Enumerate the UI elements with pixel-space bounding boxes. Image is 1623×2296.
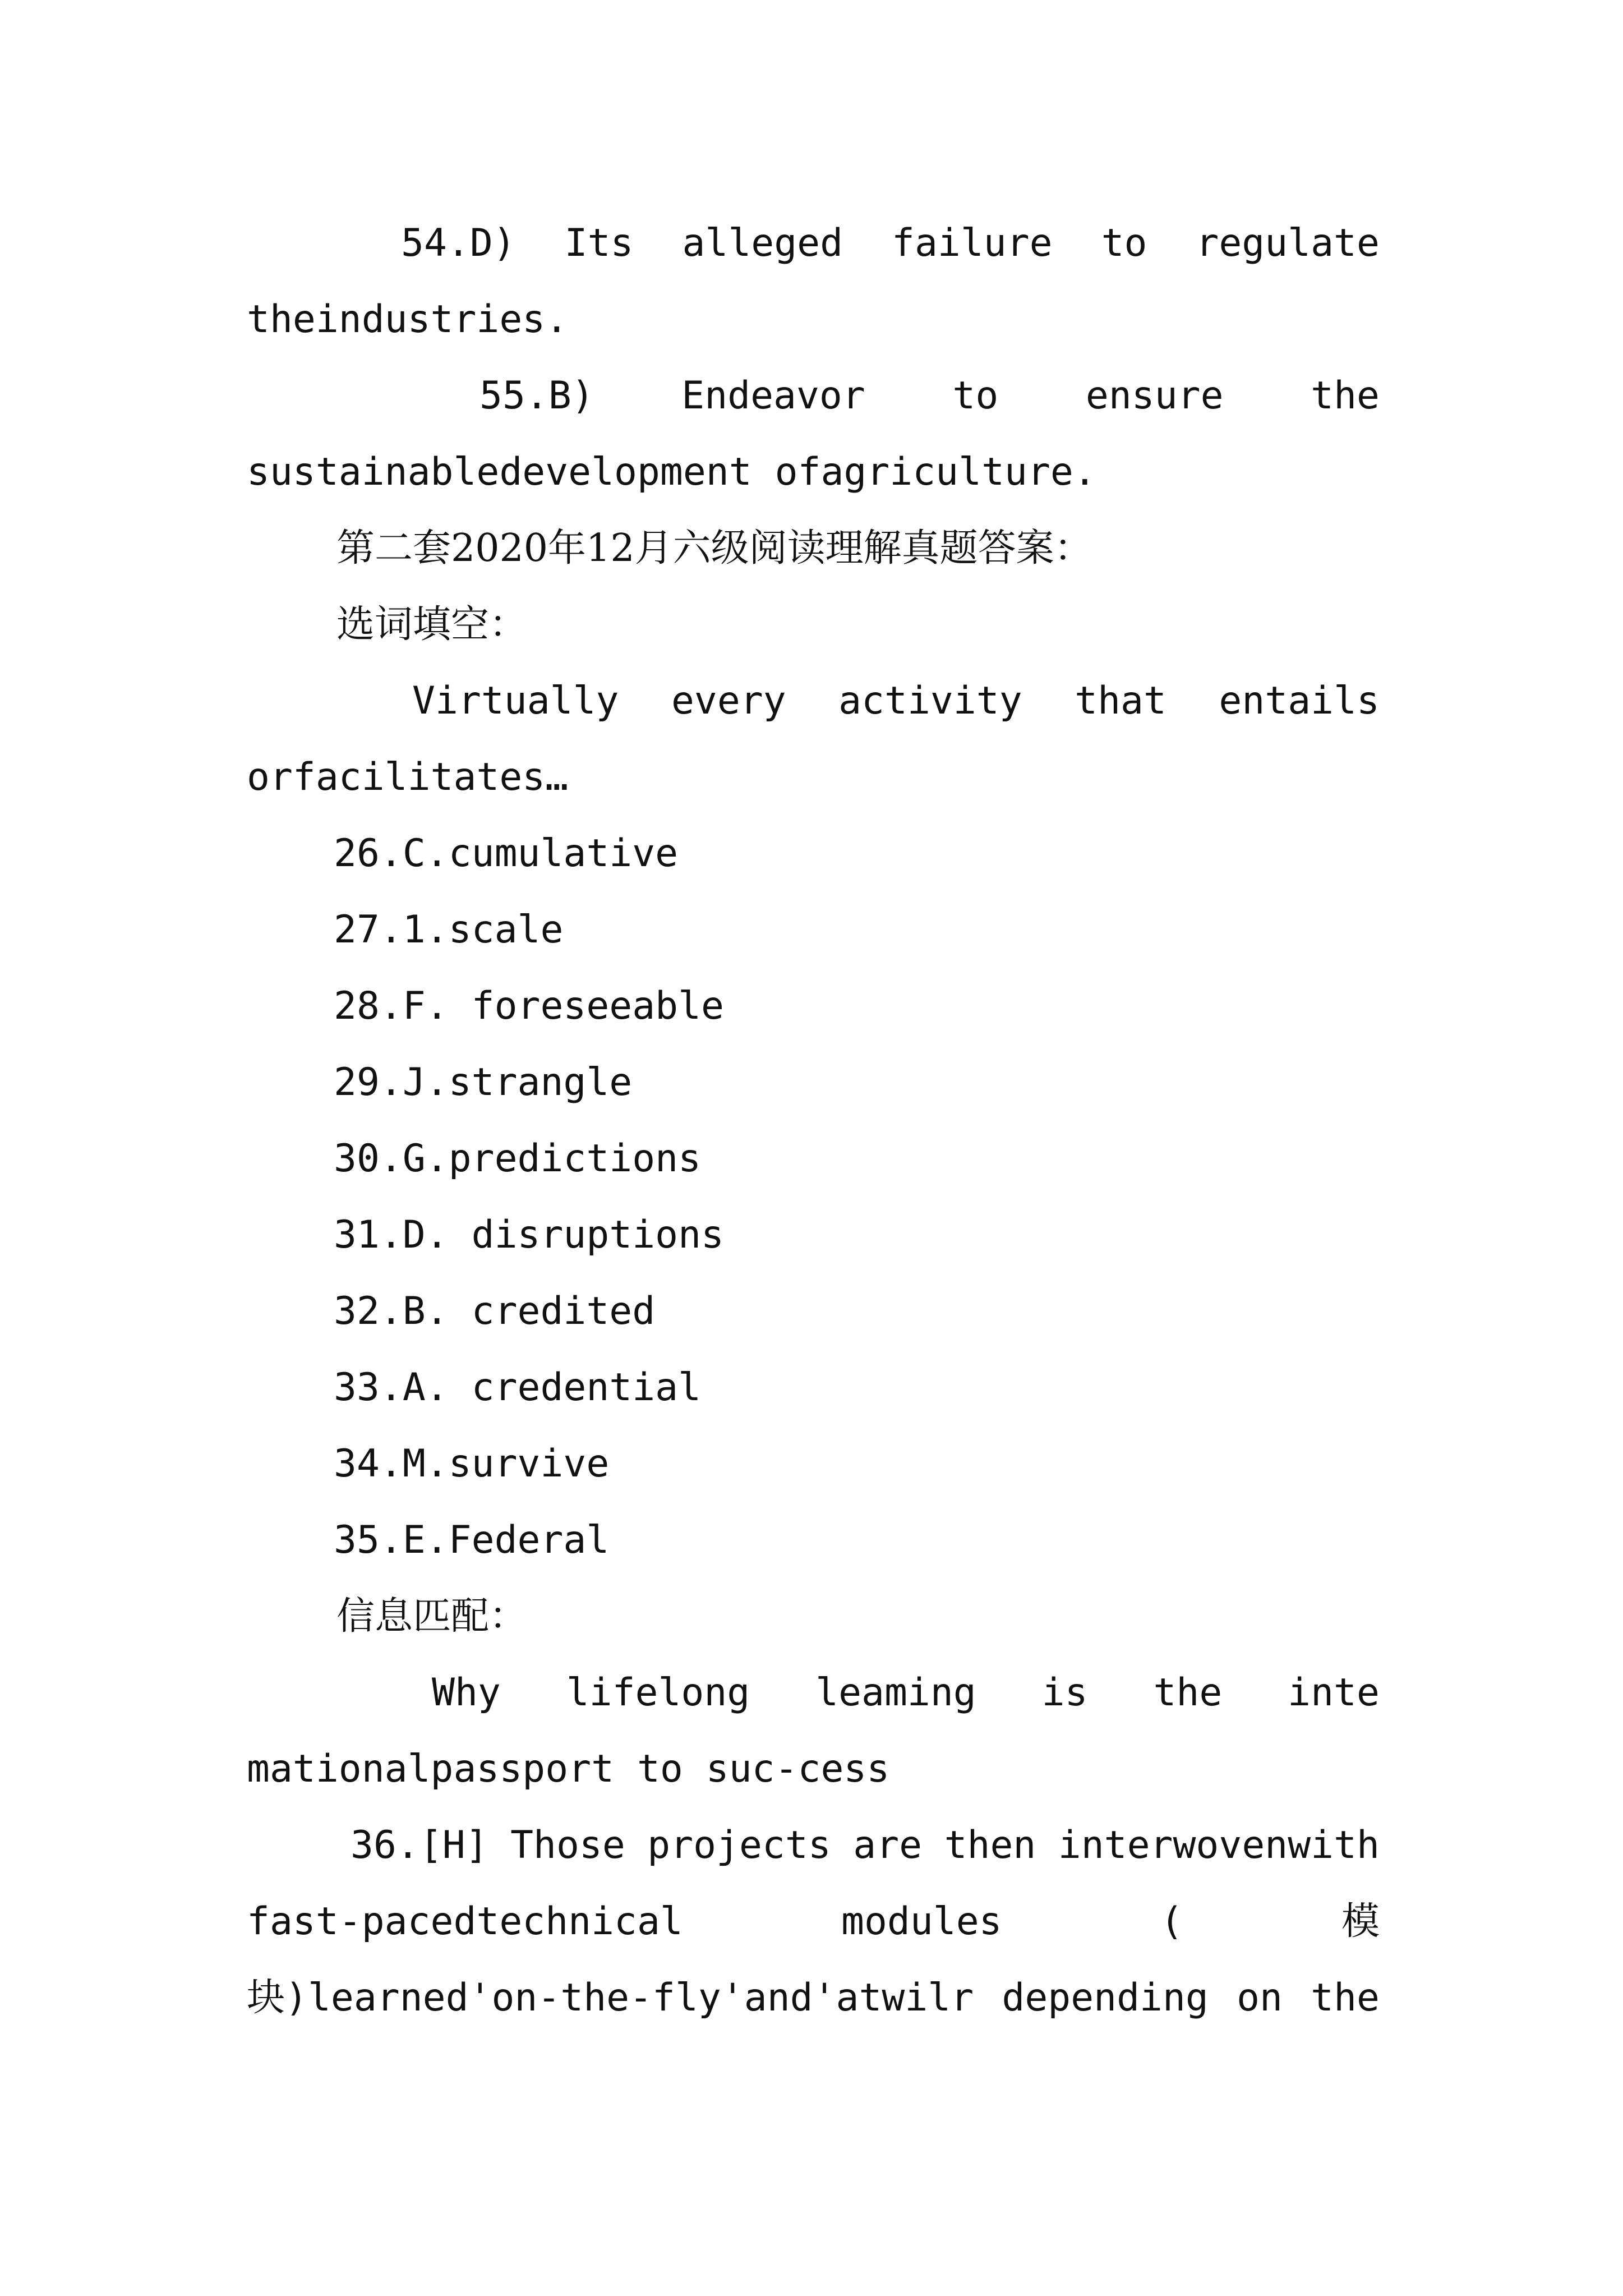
word: failure: [892, 221, 1053, 265]
word: to: [952, 374, 999, 418]
cloze-answer: 28.F. foreseeable: [334, 984, 724, 1028]
word: leaming: [815, 1671, 976, 1715]
word: Virtually: [412, 679, 619, 723]
matching-intro-line1: [432, 1665, 1380, 1721]
cloze-answer: 34.M.survive: [334, 1442, 610, 1486]
word: modules: [841, 1899, 1002, 1944]
cloze-answer: 29.J.strangle: [334, 1060, 633, 1105]
answer-36-line1: [351, 1818, 1380, 1874]
word: depending: [1002, 1976, 1209, 2020]
matching-intro-line2: mationalpassport to suc-cess: [247, 1747, 890, 1791]
answer-54-line1: [401, 215, 1380, 272]
cloze-answer: 30.G.predictions: [334, 1137, 702, 1181]
word: are: [853, 1823, 923, 1867]
cloze-intro-line2: orfacilitates…: [247, 755, 569, 799]
word: interwovenwith: [1058, 1823, 1380, 1867]
word: 块)learned'on-the-fly'and'atwilr: [247, 1976, 974, 2020]
word: that: [1075, 679, 1166, 723]
section-heading-set2: 第二套2020年12月六级阅读理解真题答案：: [336, 526, 1092, 570]
word: entails: [1219, 679, 1380, 723]
cloze-answer: 32.B. credited: [334, 1289, 656, 1333]
word: fast-pacedtechnical: [247, 1899, 683, 1944]
word: the: [1311, 374, 1380, 418]
section-heading-matching: 信息匹配：: [336, 1594, 528, 1639]
answer-36-line2: [247, 1894, 1380, 1950]
answer-55-line1: [479, 368, 1380, 424]
word: the: [1153, 1671, 1223, 1715]
word: the: [1311, 1976, 1380, 2020]
cloze-intro-line1: [412, 673, 1380, 729]
word: is: [1041, 1671, 1088, 1715]
cloze-answer: 31.D. disruptions: [334, 1213, 724, 1257]
word: Its: [564, 221, 634, 265]
word: 36.[H]: [351, 1823, 488, 1867]
word: Those: [510, 1823, 625, 1867]
word: on: [1237, 1976, 1283, 2020]
answer-36-line3: [247, 1970, 1380, 2026]
answer-55-line2: sustainabledevelopment ofagriculture.: [247, 450, 1096, 494]
word: 54.D): [401, 221, 516, 265]
word: Endeavor: [681, 374, 865, 418]
word: Why: [432, 1671, 501, 1715]
word: inte: [1288, 1671, 1380, 1715]
cloze-answer: 26.C.cumulative: [334, 831, 679, 876]
section-heading-cloze: 选词填空：: [336, 602, 528, 647]
word: (: [1160, 1899, 1183, 1944]
answer-54-line2: theindustries.: [247, 297, 569, 342]
word: lifelong: [566, 1671, 750, 1715]
word: every: [671, 679, 786, 723]
word: alleged: [682, 221, 843, 265]
word: projects: [647, 1823, 831, 1867]
cloze-answer: 33.A. credential: [334, 1365, 702, 1410]
cloze-answer: 27.1.scale: [334, 908, 564, 952]
word: activity: [838, 679, 1022, 723]
word: to: [1101, 221, 1147, 265]
word: regulate: [1196, 221, 1380, 265]
word: ensure: [1085, 374, 1224, 418]
word: 55.B): [479, 374, 594, 418]
word: then: [944, 1823, 1036, 1867]
word: 模: [1341, 1899, 1380, 1944]
cloze-answer: 35.E.Federal: [334, 1518, 610, 1562]
